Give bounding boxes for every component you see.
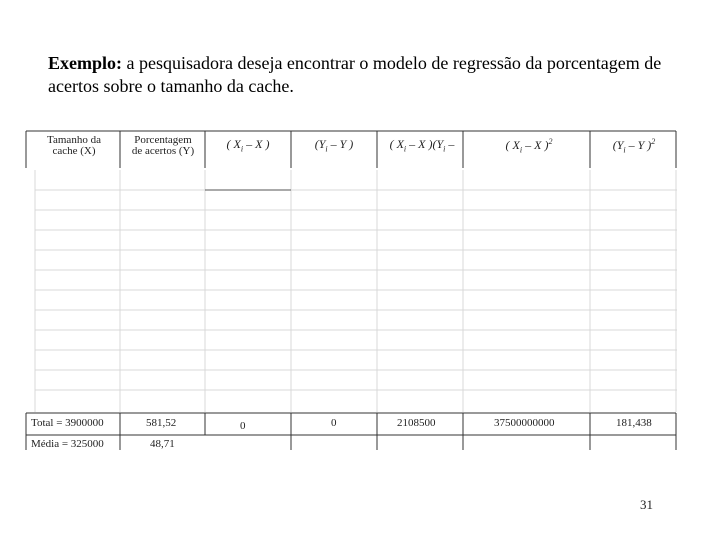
intro-text: a pesquisadora deseja encontrar o modelo de regressão da porcentagem de acertos sobre o tamanho da cache.: [48, 53, 662, 96]
header-cache-size-line1: Tamanho da: [47, 134, 101, 146]
header-cache-size: [28, 135, 120, 157]
total-y-deviation: 0: [331, 417, 337, 429]
total-y-squared: 181,438: [616, 417, 652, 429]
mean-y: 48,71: [150, 438, 175, 450]
total-cross-product: 2108500: [397, 417, 436, 429]
header-hit-percentage: [122, 135, 204, 157]
mean-label: Média = 325000: [31, 438, 104, 450]
header-cache-size-line2: cache (X): [52, 145, 96, 157]
header-cross-product: ( $X_i$ – X )($Y_i$ –: [389, 137, 455, 154]
intro-label: Exemplo:: [48, 53, 122, 73]
header-x-deviation: ( $X_i$ – X ): [226, 137, 270, 154]
header-y-deviation: ($Y_i$ – Y ): [314, 137, 354, 154]
total-y: 581,52: [146, 417, 177, 429]
header-x-squared: ( $X_i$ – X )$^2$: [505, 137, 553, 155]
total-x-deviation: 0: [240, 420, 246, 432]
total-x-squared: 37500000000: [494, 417, 555, 429]
header-y-squared: ($Y_i$ – Y )$^2$: [612, 137, 656, 155]
header-hit-percentage-line1: Porcentagem: [134, 134, 192, 146]
header-hit-percentage-line2: de acertos (Y): [131, 145, 195, 157]
page-number: 31: [640, 497, 653, 512]
total-label: Total = 3900000: [31, 417, 104, 429]
